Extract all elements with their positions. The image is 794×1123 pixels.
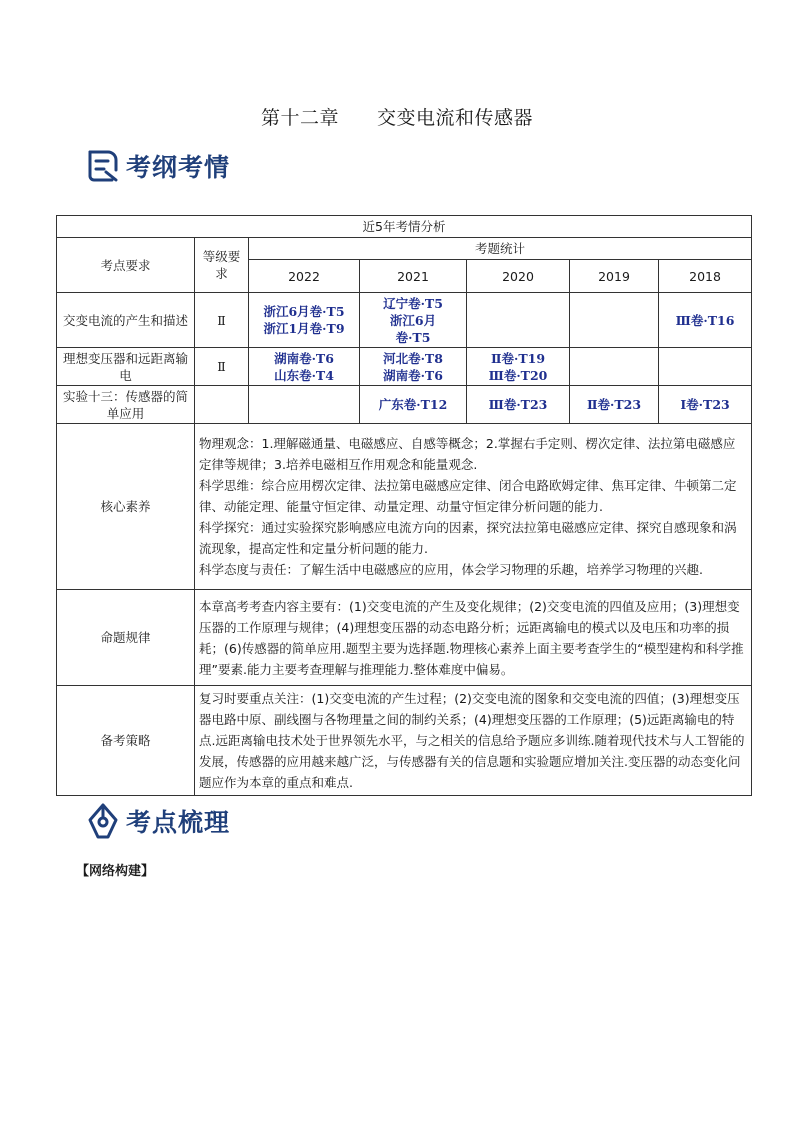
table-row	[57, 348, 752, 386]
year-header: 2018	[659, 260, 752, 293]
core-line: 科学探究：通过实验探究影响感应电流方向的因素，探究法拉第电磁感应定律、探究自感现象和涡流现象，提高定性和定量分析问题的能力.	[199, 520, 737, 556]
entry-cell: Ⅰ卷·T23	[659, 386, 752, 424]
table-row	[57, 424, 752, 590]
rule-content: 本章高考考查内容主要有：(1)交变电流的产生及变化规律；(2)交变电流的四值及应用；(3)理想变压器的工作原理与规律；(4)理想变压器的动态电路分析；远距离输电的模式以及电压和功率的损耗；(6)传感器的简单应用.题型主要为选择题.物理核心素养上面主要考查学生的“模型建构和科学推理”要素.能力主要考查理解与推理能力.整体难度中偏易。	[195, 590, 752, 686]
entry-cell: 河北卷·T8 湖南卷·T6	[360, 348, 467, 386]
pen-nib-icon	[86, 802, 120, 840]
header-stats: 考题统计	[249, 238, 752, 260]
entry-cell: Ⅱ卷·T19 Ⅲ卷·T20	[467, 348, 570, 386]
point-cell: 实验十三：传感器的简单应用	[57, 386, 195, 424]
core-line: 科学态度与责任：了解生活中电磁感应的应用，体会学习物理的乐趣，培养学习物理的兴趣.	[199, 562, 703, 577]
entry-cell: 广东卷·T12	[360, 386, 467, 424]
section-title: 考纲考情	[126, 153, 231, 182]
point-cell: 交变电流的产生和描述	[57, 293, 195, 348]
point-cell: 理想变压器和远距离输电	[57, 348, 195, 386]
level-cell: Ⅱ	[195, 293, 249, 348]
chapter-title	[0, 103, 794, 130]
table-row	[57, 686, 752, 796]
entry-cell: Ⅱ卷·T23	[570, 386, 659, 424]
table-row	[57, 386, 752, 424]
section-header-key-points	[86, 802, 230, 840]
exam-analysis-table	[56, 215, 752, 796]
rule-label: 命题规律	[57, 590, 195, 686]
year-header: 2020	[467, 260, 570, 293]
year-header: 2019	[570, 260, 659, 293]
core-line: 科学思维：综合应用楞次定律、法拉第电磁感应定律、闭合电路欧姆定律、焦耳定律、牛顿第二定律、动能定理、能量守恒定律、动量定理、动量守恒定律分析问题的能力.	[199, 478, 737, 514]
chapter-name: 交变电流和传感器	[377, 107, 534, 129]
core-line: 物理观念：1.理解磁通量、电磁感应、自感等概念；2.掌握右手定则、楞次定律、法拉第电磁感应定律等规律；3.培养电磁相互作用观念和能量观念.	[199, 436, 736, 472]
year-header: 2021	[360, 260, 467, 293]
year-header: 2022	[249, 260, 360, 293]
section-header-exam-outline	[86, 148, 230, 184]
header-level: 等级要求	[195, 238, 249, 293]
entry-cell: 辽宁卷·T5 浙江6月 卷·T5	[360, 293, 467, 348]
header-point: 考点要求	[57, 238, 195, 293]
entry-cell	[249, 386, 360, 424]
core-content	[195, 424, 752, 590]
network-construction-label: 【网络构建】	[76, 864, 155, 879]
chapter-number: 第十二章	[260, 107, 339, 129]
entry-cell	[570, 348, 659, 386]
table-row	[57, 590, 752, 686]
strategy-content: 复习时要重点关注：(1)交变电流的产生过程；(2)交变电流的图象和交变电流的四值；(3)理想变压器电路中原、副线圈与各物理量之间的制约关系；(4)理想变压器的工作原理；(5)远距离输电的特点.远距离输电技术处于世界领先水平，与之相关的信息给予题应多训练.随着现代技术与人工智能的发展，传感器的应用越来越广泛，与传感器有关的信息题和实验题应增加关注.变压器的动态变化问题应作为本章的重点和难点.	[195, 686, 752, 796]
core-label: 核心素养	[57, 424, 195, 590]
entry-cell	[467, 293, 570, 348]
level-cell: Ⅱ	[195, 348, 249, 386]
entry-cell	[570, 293, 659, 348]
entry-cell: 浙江6月卷·T5 浙江1月卷·T9	[249, 293, 360, 348]
table-row	[57, 293, 752, 348]
entry-cell: Ⅲ卷·T16	[659, 293, 752, 348]
strategy-label: 备考策略	[57, 686, 195, 796]
level-cell	[195, 386, 249, 424]
entry-cell: 湖南卷·T6 山东卷·T4	[249, 348, 360, 386]
entry-cell: Ⅲ卷·T23	[467, 386, 570, 424]
entry-cell	[659, 348, 752, 386]
table-caption: 近5年考情分析	[57, 216, 752, 238]
document-list-icon	[86, 148, 120, 184]
section-title: 考点梳理	[126, 808, 231, 837]
